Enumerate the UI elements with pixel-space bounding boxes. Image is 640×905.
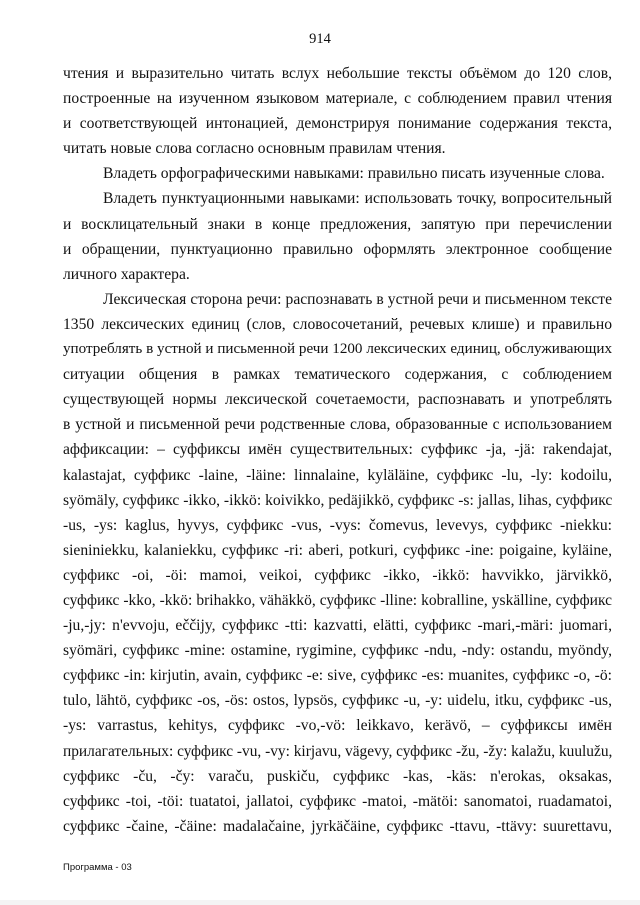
text-line: Владеть орфографическими навыками: правильно писать изученные слова. [103,165,605,183]
text-line: -ju,-jy: n'evvoju, eččijy, суффикс -tti: kazvatti, elätti, суффикс -mari,-märi: juomari, [63,617,612,635]
text-line: -ys: varrastus, kehitys, суффикс -vo,-vö: leikkavo, kerävö, – суффиксы имён [63,717,612,735]
footer-label: Программа - 03 [63,862,132,873]
text-line: Владеть пунктуационными навыками: использовать точку, вопросительный [103,190,612,208]
text-line: в устной и письменной речи родственные слова, образованные с использованием [63,416,612,434]
text-line: употреблять в устной и письменной речи 1200 лексических единиц, обслуживающих [63,341,612,358]
text-line: и соответствующей интонацией, демонстрируя понимание содержания текста, [63,115,612,133]
text-line: читать новые слова согласно основным правилам чтения. [63,140,446,158]
text-line: суффикс -oi, -öi: mamoi, veikoi, суффикс -ikko, -ikkö: havvikko, järvikkö, [63,566,612,584]
text-line: и обращении, пунктуационно правильно оформлять электронное сообщение [63,240,612,258]
text-line: суффикс -kko, -kkö: brihakko, vähäkkö, суффикс -lline: kobralline, yskälline, суффикс [63,591,612,609]
text-line: суффикс -čaine, -čäine: madalačaine, jyrkäčäine, суффикс -ttavu, -ttävy: suurettavu, [63,817,612,835]
text-line: чтения и выразительно читать вслух небольшие тексты объёмом до 120 слов, [63,65,612,82]
text-line: tulo, lähtö, суффикс -os, -ös: ostos, lypsös, суффикс -u, -y: uidelu, itku, суффикс -us, [63,692,612,710]
text-line: суффикс -ču, -čy: varaču, puskiču, суффикс -kas, -käs: n'erokas, oksakas, [63,767,612,785]
text-line: прилагательных: суффикс -vu, -vy: kirjavu, vägevy, суффикс -žu, -žy: kalažu, kuulužu, [63,742,613,760]
text-line: суффикс -in: kirjutin, avain, суффикс -e: sive, суффикс -es: muanites, суффикс -o, -ö: [63,667,612,685]
text-line: и восклицательный знаки в конце предложения, запятую при перечислении [63,215,612,233]
text-line: syömäly, суффикс -ikko, -ikkö: koivikko, pedäjikkö, суффикс -s: jallas, lihas, суффикс [63,491,613,509]
text-line: -us, -ys: kaglus, hyvys, суффикс -vus, -vys: čomevus, levevys, суффикс -niekku: [63,516,612,534]
text-line: ситуации общения в рамках тематического содержания, с соблюдением [63,366,612,384]
text-line: syömäri, суффикс -mine: ostamine, rygimine, суффикс -ndu, -ndy: ostandu, myöndy, [63,642,612,660]
body-text [63,61,612,839]
text-line: личного характера. [63,265,190,283]
page-number: 914 [309,31,331,47]
text-line: 1350 лексических единиц (слов, словосочетаний, речевых клише) и правильно [63,315,612,333]
text-line: sieniniekku, kalaniekku, суффикс -ri: aberi, potkuri, суффикс -ine: poigaine, kyläine, [63,541,612,559]
text-line: суффикс -toi, -töi: tuatatoi, jallatoi, суффикс -matoi, -mätöi: sanomatoi, ruadamatoi, [63,792,612,810]
text-line: построенные на изученном языковом материале, с соблюдением правил чтения [63,90,612,108]
page-bottom-edge [0,900,640,905]
text-line: kalastajat, суффикс -laine, -läine: linnalaine, kyläläine, суффикс -lu, -ly: kodoilu, [63,466,612,484]
text-line: Лексическая сторона речи: распознавать в устной речи и письменном тексте [103,290,612,308]
text-line: аффиксации: – суффиксы имён существительных: суффикс -ja, -jä: rakendajat, [63,441,612,459]
text-line: существующей нормы лексической сочетаемости, распознавать и употреблять [63,391,612,409]
